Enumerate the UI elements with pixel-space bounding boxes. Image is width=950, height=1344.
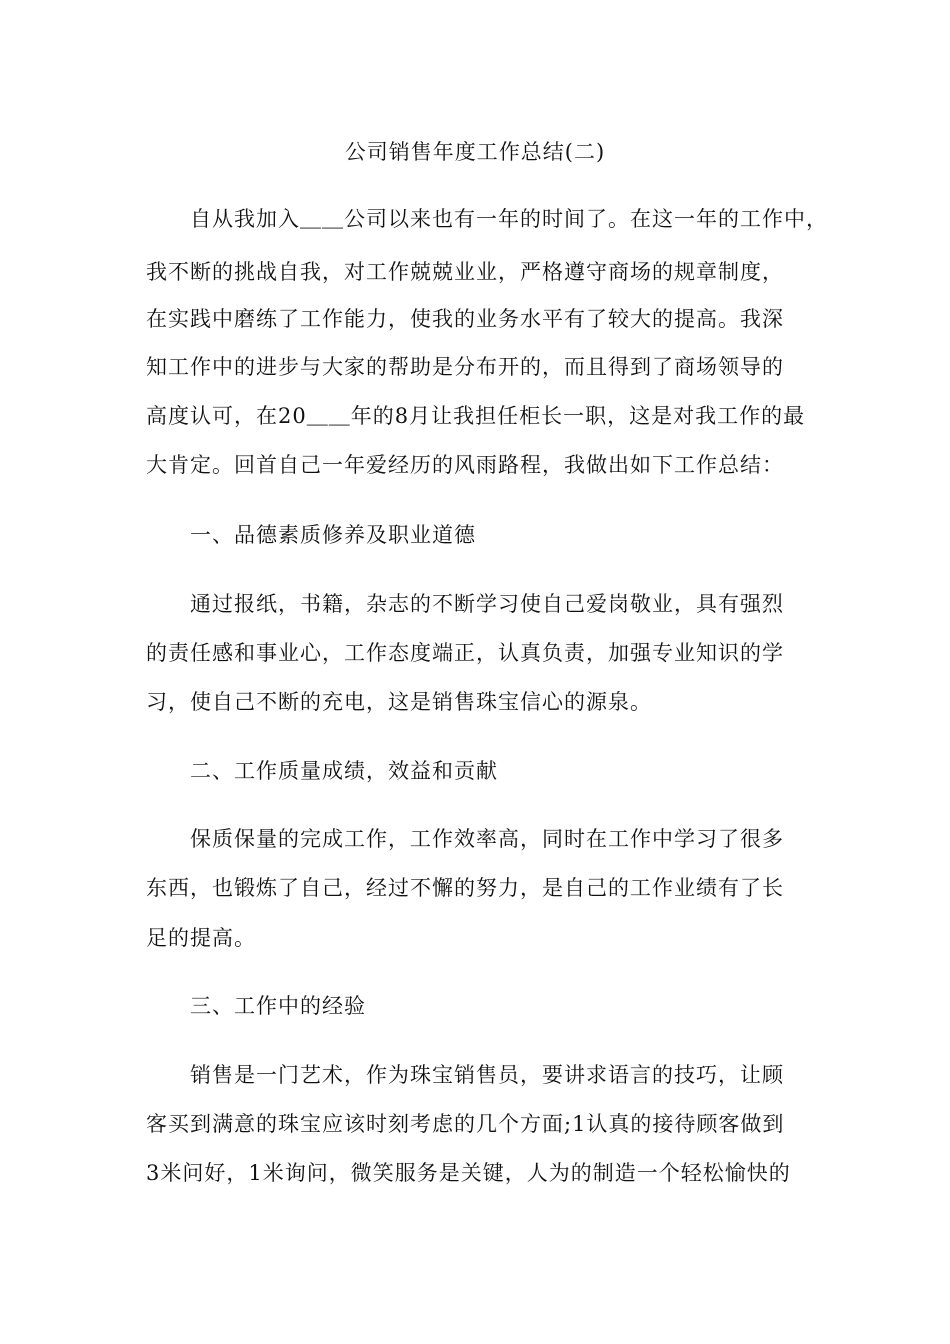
document-title: 公司销售年度工作总结(二) [344, 140, 606, 164]
paragraph-line: 高度认可，在20＿＿年的8月让我担任柜长一职，这是对我工作的最 [146, 404, 806, 428]
paragraph-line: 通过报纸，书籍，杂志的不断学习使自己爱岗敬业，具有强烈 [190, 592, 784, 616]
paragraph-line: 习，使自己不断的充电，这是销售珠宝信心的源泉。 [146, 690, 652, 714]
section-heading: 三、工作中的经验 [190, 994, 366, 1018]
paragraph-line: 的责任感和事业心，工作态度端正，认真负责，加强专业知识的学 [146, 641, 784, 665]
paragraph-line: 在实践中磨练了工作能力，使我的业务水平有了较大的提高。我深 [146, 307, 784, 331]
paragraph-line: 知工作中的进步与大家的帮助是分布开的，而且得到了商场领导的 [146, 355, 784, 379]
paragraph-line: 3米问好，1米询问，微笑服务是关键，人为的制造一个轻松愉快的 [146, 1161, 791, 1185]
paragraph-line: 自从我加入＿＿公司以来也有一年的时间了。在这一年的工作中， [190, 207, 828, 231]
section-heading: 二、工作质量成绩，效益和贡献 [190, 759, 498, 783]
paragraph-line: 东西，也锻炼了自己，经过不懈的努力，是自己的工作业绩有了长 [146, 876, 784, 900]
paragraph-line: 我不断的挑战自我，对工作兢兢业业，严格遵守商场的规章制度， [146, 260, 784, 284]
paragraph-line: 足的提高。 [146, 926, 256, 950]
paragraph-line: 客买到满意的珠宝应该时刻考虑的几个方面;1认真的接待顾客做到 [146, 1112, 785, 1136]
paragraph-line: 保质保量的完成工作，工作效率高，同时在工作中学习了很多 [190, 827, 784, 851]
section-heading: 一、品德素质修养及职业道德 [190, 523, 476, 547]
paragraph-line: 销售是一门艺术，作为珠宝销售员，要讲求语言的技巧，让顾 [190, 1063, 784, 1087]
paragraph-line: 大肯定。回首自己一年爱经历的风雨路程，我做出如下工作总结： [146, 453, 784, 477]
